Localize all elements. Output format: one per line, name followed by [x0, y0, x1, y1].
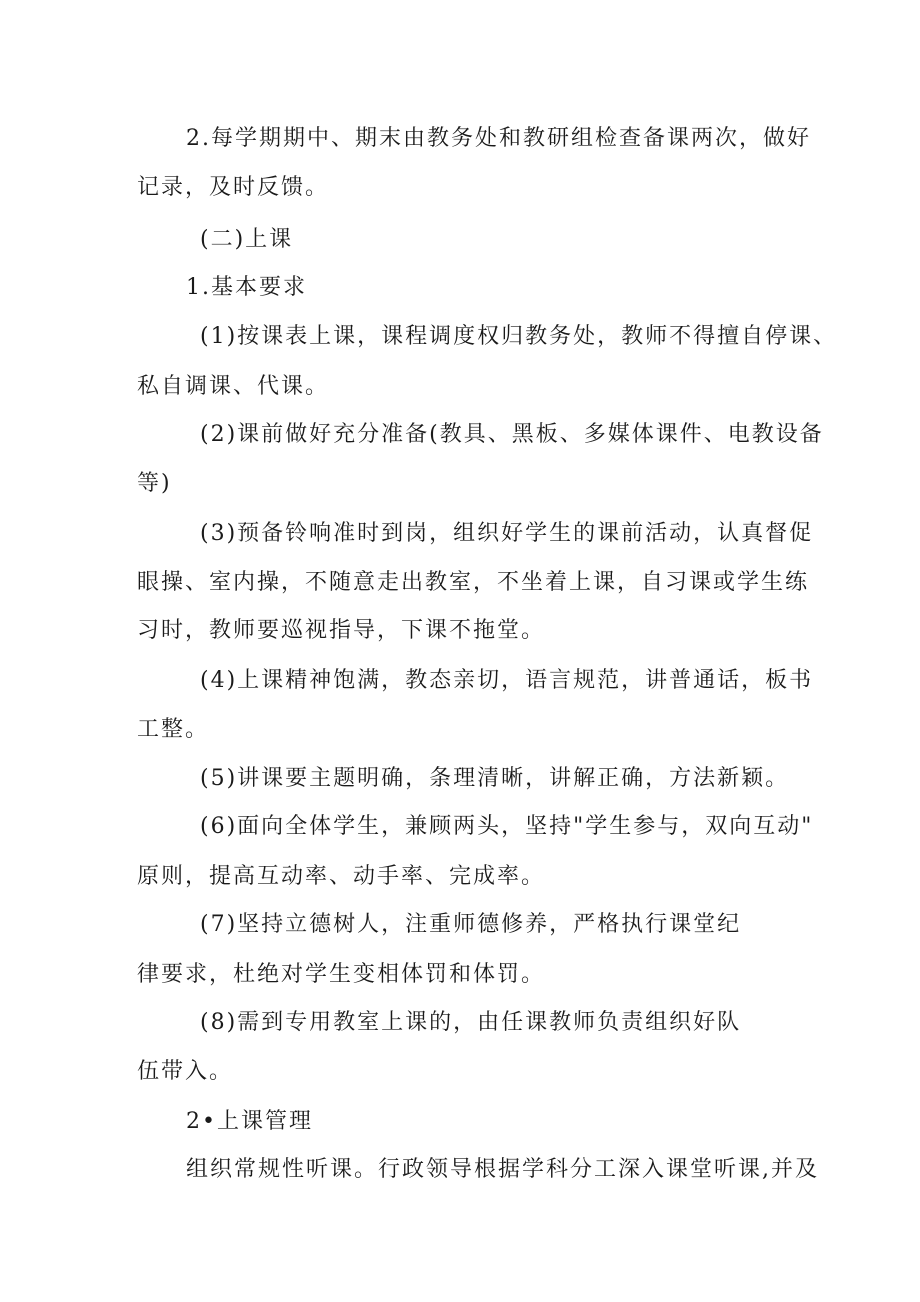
paragraph-line: (7)坚持立德树人，注重师德修养，严格执行课堂纪 [200, 912, 742, 937]
paragraph-line: 习时，教师要巡视指导，下课不拖堂。 [137, 618, 546, 643]
paragraph-line: 私自调课、代课。 [137, 374, 330, 399]
paragraph-line: (5)讲课要主题明确，条理清晰，讲解正确，方法新颖。 [200, 766, 790, 791]
paragraph-line: (6)面向全体学生，兼顾两头，坚持"学生参与，双向互动" [200, 814, 814, 839]
paragraph-line: 原则，提高互动率、动手率、完成率。 [137, 864, 546, 889]
paragraph-line: (3)预备铃响准时到岗，组织好学生的课前活动，认真督促 [200, 521, 814, 546]
paragraph-line: 伍带入。 [137, 1059, 234, 1084]
paragraph-line: 工整。 [137, 717, 210, 742]
paragraph-line: (1)按课表上课，课程调度权归教务处，教师不得擅自停课、 [200, 324, 838, 349]
section-heading: (二)上课 [200, 227, 294, 252]
paragraph-line: (4)上课精神饱满，教态亲切，语言规范，讲普通话，板书 [200, 668, 814, 693]
paragraph-line: 眼操、室内操，不随意走出教室，不坐着上课，自习课或学生练 [137, 570, 810, 595]
paragraph-line: 律要求，杜绝对学生变相体罚和体罚。 [137, 962, 546, 987]
subsection-heading: 1.基本要求 [186, 275, 307, 300]
paragraph-line: 2.每学期期中、期末由教务处和教研组检查备课两次，做好 [186, 126, 811, 151]
paragraph-line: 等) [137, 471, 172, 496]
paragraph-line: (2)课前做好充分准备(教具、黑板、多媒体课件、电教设备 [200, 422, 824, 447]
paragraph-line: 组织常规性听课。行政领导根据学科分工深入课堂听课,并及 [186, 1157, 819, 1182]
paragraph-line: 记录，及时反馈。 [137, 175, 330, 200]
paragraph-line: (8)需到专用教室上课的，由任课教师负责组织好队 [200, 1010, 742, 1035]
subsection-heading: 2•上课管理 [186, 1109, 313, 1134]
